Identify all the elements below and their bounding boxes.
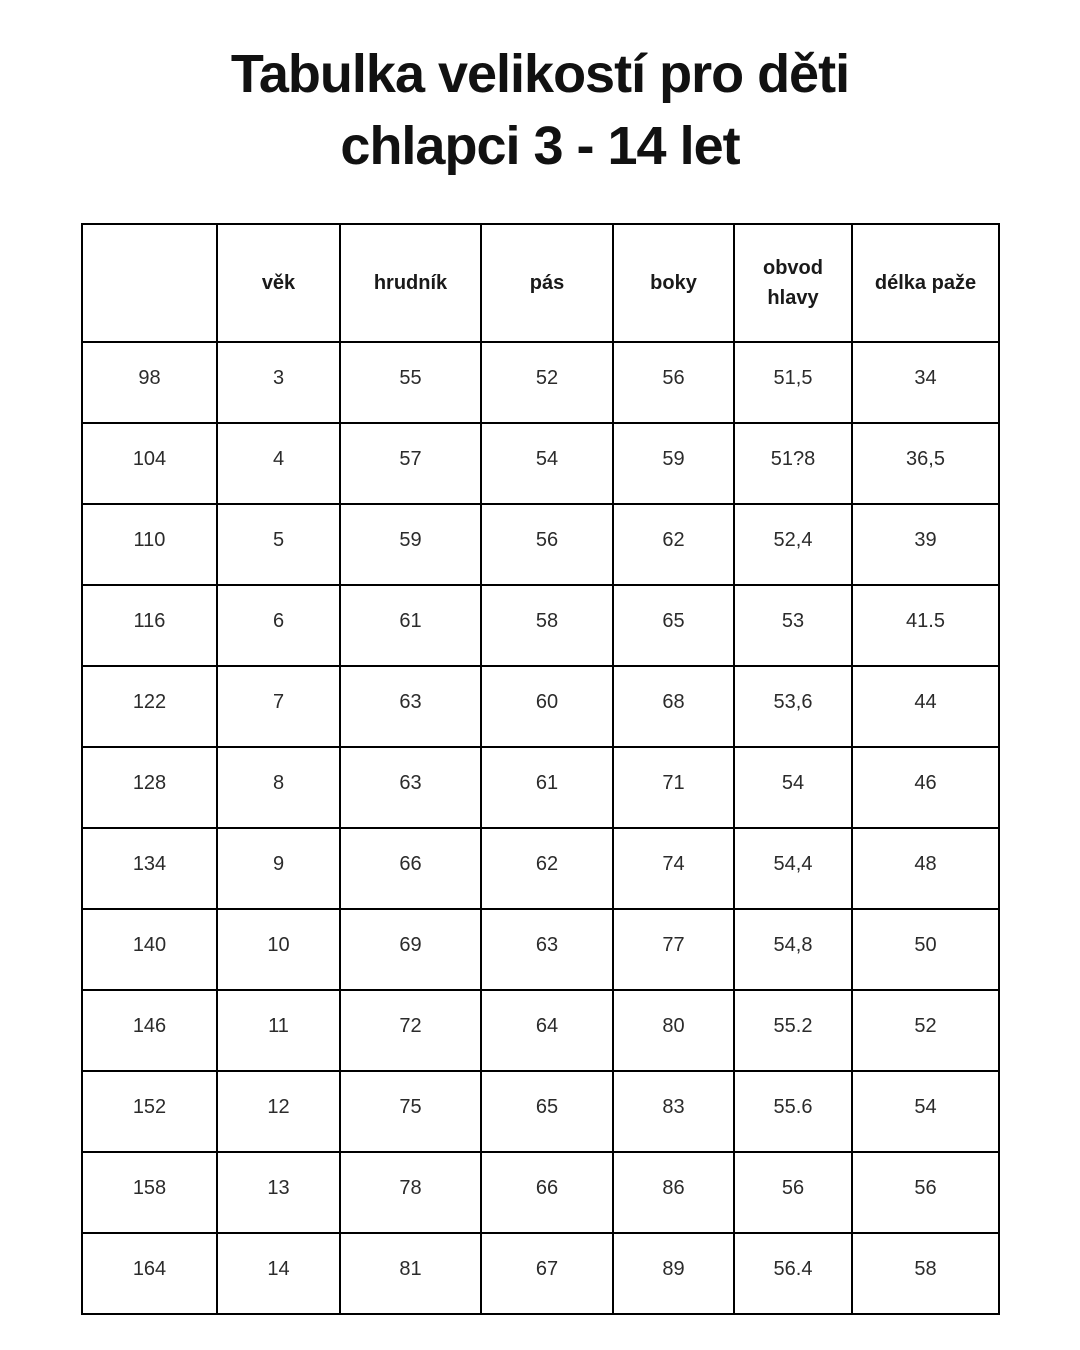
table-cell: 55.2 <box>734 990 852 1071</box>
table-row <box>82 1152 999 1233</box>
table-cell: 56 <box>852 1152 999 1233</box>
table-cell: 146 <box>82 990 217 1071</box>
header-row <box>82 224 999 342</box>
table-cell: 3 <box>217 342 340 423</box>
table-cell: 53 <box>734 585 852 666</box>
table-cell: 66 <box>481 1152 613 1233</box>
table-cell: 5 <box>217 504 340 585</box>
table-cell: 110 <box>82 504 217 585</box>
table-cell: 75 <box>340 1071 481 1152</box>
table-cell: 41.5 <box>852 585 999 666</box>
table-row <box>82 504 999 585</box>
table-cell: 53,6 <box>734 666 852 747</box>
table-row <box>82 666 999 747</box>
table-cell: 7 <box>217 666 340 747</box>
table-cell: 63 <box>481 909 613 990</box>
table-cell: 60 <box>481 666 613 747</box>
column-header-obvod hlavy: obvod hlavy <box>734 224 852 342</box>
table-cell: 54,8 <box>734 909 852 990</box>
table-row <box>82 1071 999 1152</box>
table-cell: 51?8 <box>734 423 852 504</box>
table-cell: 71 <box>613 747 734 828</box>
table-cell: 48 <box>852 828 999 909</box>
table-cell: 10 <box>217 909 340 990</box>
page-title <box>0 38 1080 182</box>
table-cell: 56 <box>734 1152 852 1233</box>
table-cell: 59 <box>340 504 481 585</box>
table-cell: 56 <box>613 342 734 423</box>
table-cell: 72 <box>340 990 481 1071</box>
table-cell: 67 <box>481 1233 613 1314</box>
table-cell: 59 <box>613 423 734 504</box>
table-cell: 11 <box>217 990 340 1071</box>
table-row <box>82 990 999 1071</box>
table-cell: 74 <box>613 828 734 909</box>
table-cell: 58 <box>852 1233 999 1314</box>
size-chart-table <box>81 223 1000 1315</box>
table-row <box>82 828 999 909</box>
table-row <box>82 585 999 666</box>
table-row <box>82 342 999 423</box>
table-cell: 54 <box>734 747 852 828</box>
page-title-line2: chlapci 3 - 14 let <box>340 116 740 176</box>
table-row <box>82 909 999 990</box>
table-cell: 77 <box>613 909 734 990</box>
table-cell: 46 <box>852 747 999 828</box>
table-body <box>82 342 999 1314</box>
table-cell: 52,4 <box>734 504 852 585</box>
column-header-věk: věk <box>217 224 340 342</box>
table-cell: 57 <box>340 423 481 504</box>
table-cell: 56 <box>481 504 613 585</box>
table-cell: 50 <box>852 909 999 990</box>
table-cell: 78 <box>340 1152 481 1233</box>
table-cell: 65 <box>481 1071 613 1152</box>
table-cell: 54 <box>852 1071 999 1152</box>
table-cell: 80 <box>613 990 734 1071</box>
table-cell: 61 <box>481 747 613 828</box>
table-cell: 62 <box>481 828 613 909</box>
table-row <box>82 423 999 504</box>
table-cell: 52 <box>852 990 999 1071</box>
table-row <box>82 747 999 828</box>
table-cell: 8 <box>217 747 340 828</box>
table-cell: 83 <box>613 1071 734 1152</box>
table-cell: 122 <box>82 666 217 747</box>
table-cell: 128 <box>82 747 217 828</box>
table-cell: 14 <box>217 1233 340 1314</box>
table-cell: 152 <box>82 1071 217 1152</box>
table-cell: 58 <box>481 585 613 666</box>
table-cell: 66 <box>340 828 481 909</box>
table-cell: 13 <box>217 1152 340 1233</box>
table-cell: 36,5 <box>852 423 999 504</box>
table-cell: 34 <box>852 342 999 423</box>
table-cell: 104 <box>82 423 217 504</box>
table-cell: 65 <box>613 585 734 666</box>
table-cell: 55 <box>340 342 481 423</box>
table-cell: 44 <box>852 666 999 747</box>
page-title-line1: Tabulka velikostí pro děti <box>230 44 850 104</box>
column-header-délka paže: délka paže <box>852 224 999 342</box>
table-cell: 116 <box>82 585 217 666</box>
table-cell: 6 <box>217 585 340 666</box>
table-cell: 55.6 <box>734 1071 852 1152</box>
table-cell: 158 <box>82 1152 217 1233</box>
table-cell: 51,5 <box>734 342 852 423</box>
table-cell: 164 <box>82 1233 217 1314</box>
table-cell: 64 <box>481 990 613 1071</box>
table-cell: 12 <box>217 1071 340 1152</box>
table-cell: 62 <box>613 504 734 585</box>
table-cell: 89 <box>613 1233 734 1314</box>
table-cell: 52 <box>481 342 613 423</box>
column-header-pás: pás <box>481 224 613 342</box>
table-cell: 63 <box>340 747 481 828</box>
column-header-hrudník: hrudník <box>340 224 481 342</box>
table-cell: 140 <box>82 909 217 990</box>
column-header-size <box>82 224 217 342</box>
table-cell: 86 <box>613 1152 734 1233</box>
table-cell: 54,4 <box>734 828 852 909</box>
table-cell: 63 <box>340 666 481 747</box>
table-cell: 134 <box>82 828 217 909</box>
table-cell: 61 <box>340 585 481 666</box>
column-header-boky: boky <box>613 224 734 342</box>
table-cell: 81 <box>340 1233 481 1314</box>
table-cell: 4 <box>217 423 340 504</box>
table-cell: 68 <box>613 666 734 747</box>
table-row <box>82 1233 999 1314</box>
table-cell: 98 <box>82 342 217 423</box>
table-cell: 69 <box>340 909 481 990</box>
table-cell: 54 <box>481 423 613 504</box>
table-header <box>82 224 999 342</box>
table-cell: 39 <box>852 504 999 585</box>
table-cell: 56.4 <box>734 1233 852 1314</box>
table-cell: 9 <box>217 828 340 909</box>
